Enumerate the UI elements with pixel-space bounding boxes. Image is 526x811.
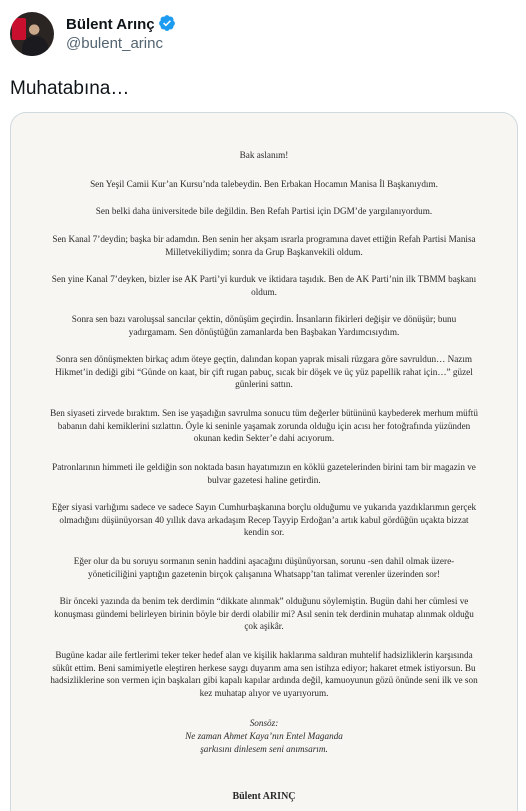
letter-paragraph: Sen Yeşil Camii Kur’an Kursu’nda talebeydin. Ben Erbakan Hocamın Manisa İl Başkanıydım.: [90, 179, 438, 189]
letter-paragraph: Bir önceki yazında da benim tek derdimin “dikkate alınmak” olduğunu söylemiştin. Bugün dahi her cümlesi ve konuşması gündemi belirleyen birinin böyle bir derdi olabilir mi? Asıl senin tek derdinin muhatap alınmak olduğu çok aşikâr.: [54, 596, 474, 632]
letter-paragraph: Bugüne kadar aile fertlerimi teker teker hedef alan ve kişilik haklarıma saldıran muhtelif hadsizliklerin karşısında sükût ettim. Beni samimiyetle eleştiren herkese saygı duyarım ama sen istihza ediyor; hakaret etmek istiyorsun. Bu hadsizliklerine son vermen için başkaları gibi kapalı kapılar ardında değil, kamuoyunun gözü önünde seni ilk ve son kez muhatap alıyor ve uyarıyorum.: [50, 650, 478, 698]
letter-paragraph: Ben siyaseti zirvede bıraktım. Sen ise yaşadığın savrulma sonucu tüm değerler bütününü kaybederek merhum müftü babanın dahi kemiklerini sızlattın. Öyle ki seninle yaşamak zorunda olduğu için acısı her fotoğrafında yüzünden okunan kedin Sekter’e dahi acıyorum.: [50, 408, 478, 444]
closing-label: Sonsöz:: [249, 718, 279, 728]
avatar-figure: [22, 36, 48, 56]
author-handle[interactable]: @bulent_arinc: [66, 35, 163, 52]
letter-paragraph: Sonra sen bazı varoluşsal sancılar çektin, dönüşüm geçirdin. İnsanların fikirleri değişir ve dönüşür; bunu yadırgamam. Sen dönüştüğün zamanlarda ben Başbakan Yardımcısıydım.: [71, 314, 457, 337]
tweet-header: [10, 12, 516, 58]
letter-paragraph: Sen belki daha üniversitede bile değildin. Ben Refah Partisi için DGM’de yargılanıyordum.: [95, 206, 433, 216]
letter-paragraph: Eğer olur da bu soruyu sormanın senin haddini aşacağını düşünüyorsan, sorunu -sen dahil olmak üzere- yöneticiliğini yaptığın gazetenin birçok çalışanına Whatsapp’tan talimat verenler üzerinden sor!: [73, 556, 455, 579]
letter-paragraph: Sonra sen dönüşmekten birkaç adım öteye geçtin, dalından kopan yaprak misali rüzgara göre savruldun… Nazım Hikmet’in dediği gibi “Günde on kaat, bir çift rugan pabuç, sıcak bir döşek ve üç yüz papellik rahat için…” güzel günlerini sattın.: [55, 354, 473, 390]
tweet-text: Muhatabına…: [10, 78, 130, 99]
closing-line: Ne zaman Ahmet Kaya’nın Entel Maganda: [185, 731, 343, 741]
letter-paragraph: Patronlarının himmeti ile geldiğin son noktada basın hayatımızın en köklü gazetelerinden birini tam bir magazin ve bulvar gazetesi haline getirdin.: [52, 462, 476, 485]
letter-paragraph: Eğer siyasi varlığımı sadece ve sadece Sayın Cumhurbaşkanına borçlu olduğumu ve yukarıda yazdıklarımın gerçek olmadığını düşünüyorsan 40 yıllık dava arkadaşım Recep Tayyip Erdoğan’a artık kabul gördüğün uçakta bizzat kendin sor.: [51, 502, 477, 538]
letter-document: [11, 113, 517, 811]
signature: Bülent ARINÇ: [232, 791, 296, 802]
avatar[interactable]: [10, 12, 54, 56]
letter-paragraph: Sen yine Kanal 7’deyken, bizler ise AK Parti’yi kurduk ve iktidara taşıdık. Ben de AK Parti’nin ilk TBMM başkanı oldum.: [51, 274, 477, 297]
letter-greeting: Bak aslanım!: [239, 150, 289, 160]
attached-image[interactable]: [10, 112, 518, 811]
closing-line: şarkısını dinlesem seni anımsarım.: [200, 744, 328, 754]
letter-paragraph: Sen Kanal 7’deydin; başka bir adamdın. Ben senin her akşam ısrarla programına davet ettiğin Refah Partisi Manisa Milletvekiliydim; sonra da Grup Başkanvekili oldum.: [52, 234, 476, 257]
flag-image: [12, 18, 26, 40]
author-name-text[interactable]: Bülent Arınç: [66, 16, 155, 33]
